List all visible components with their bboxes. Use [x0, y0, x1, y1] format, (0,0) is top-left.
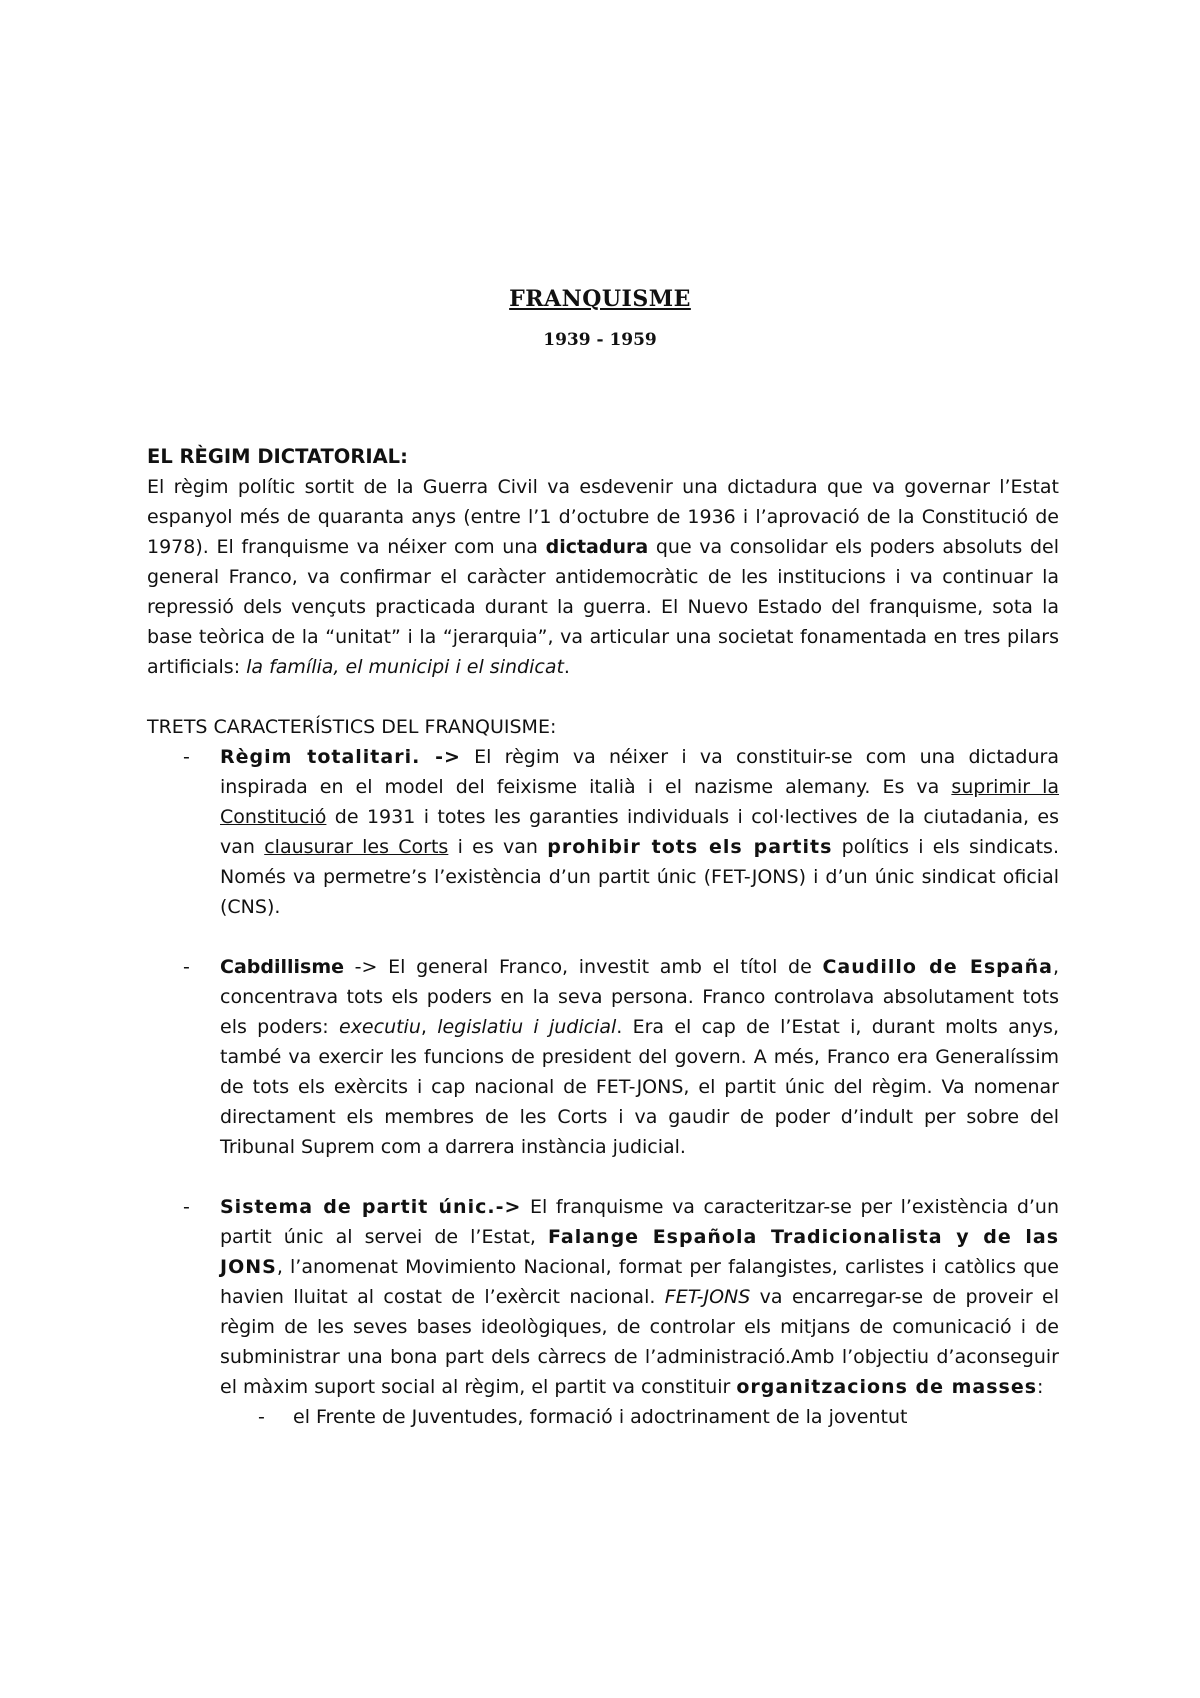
list-item-cabdillisme: - Cabdillisme -> El general Franco, investit amb el títol de Caudillo de España, concentrava tots els poders en la seva persona. Franco controlava absolutament tots els poders: executiu, legislatiu i judicial. Era el cap de l’Estat i, durant molts anys, també va exercir les funcions de president del govern. A més, Franco era Generalíssim de tots els exèrcits i cap nacional de FET-JONS, el partit únic del règim. Va nomenar directament els membres de les Corts i va gaudir de poder d’indult per sobre del Tribunal Suprem com a darrera instància judicial. — [147, 952, 1059, 1162]
document-body — [147, 442, 1059, 1462]
section-label-trets: TRETS CARACTERÍSTICS DEL FRANQUISME: — [147, 716, 557, 738]
traits-list — [147, 742, 1059, 1432]
list-item-totalitari: - Règim totalitari. -> El règim va néixer i va constituir-se com una dictadura inspirada en el model del feixisme italià i el nazisme alemany. Es va suprimir la Constitució de 1931 i totes les garanties individuals i col·lectives de la ciutadania, es van clausurar les Corts i es van prohibir tots els partits polítics i els sindicats. Només va permetre’s l’existència d’un partit únic (FET-JONS) i d’un únic sindicat oficial (CNS). — [147, 742, 1059, 922]
masses-sublist — [220, 1402, 1059, 1432]
document-years: 1939 - 1959 — [543, 330, 657, 350]
document-title: FRANQUISME — [509, 286, 691, 312]
paragraph-regim: El règim polític sortit de la Guerra Civil va esdevenir una dictadura que va governar l’Estat espanyol més de quaranta anys (entre l’1 d’octubre de 1936 i l’aprovació de la Constitució de 1978). El franquisme va néixer com una dictadura que va consolidar els poders absoluts del general Franco, va confirmar el caràcter antidemocràtic de les institucions i va continuar la repressió dels vençuts practicada durant la guerra. El Nuevo Estado del franquisme, sota la base teòrica de la “unitat” i la “jerarquia”, va articular una societat fonamentada en tres pilars artificials: la família, el municipi i el sindicat. — [147, 476, 1059, 678]
sublist-item: - el Frente de Juventudes, formació i adoctrinament de la joventut — [220, 1402, 1059, 1432]
section-heading-regim: EL RÈGIM DICTATORIAL: — [147, 445, 408, 468]
list-item-partit-unic: - Sistema de partit únic.-> El franquisme va caracteritzar-se per l’existència d’un partit únic al servei de l’Estat, Falange Española Tradicionalista y de las JONS, l’anomenat Movimiento Nacional, format per falangistes, carlistes i catòlics que havien lluitat al costat de l’exèrcit nacional. FET-JONS va encarregar-se de proveir el règim de les seves bases ideològiques, de controlar els mitjans de comunicació i de subministrar una bona part dels càrrecs de l’administració.Amb l’objectiu d’aconseguir el màxim suport social al règim, el partit va constituir organitzacions de masses: - el Frente de Juventudes, formació i adoctrinament de la joventut — [147, 1192, 1059, 1432]
